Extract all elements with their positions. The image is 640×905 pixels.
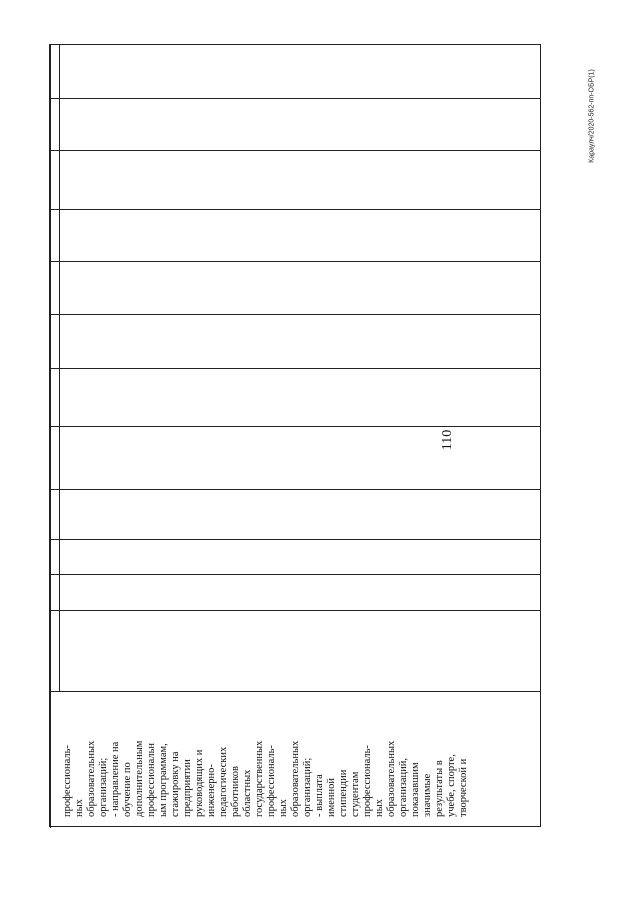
column-divider bbox=[59, 45, 60, 691]
cell-text-line: творческой и bbox=[458, 758, 469, 817]
cell-text-line: организаций, bbox=[398, 758, 409, 817]
row-divider bbox=[50, 539, 541, 540]
cell-text-line: ных bbox=[374, 799, 385, 817]
cell-text-line: образовательных bbox=[386, 740, 397, 817]
cell-text-line: организаций; bbox=[302, 757, 313, 817]
cell-text-line: дополнительным bbox=[134, 740, 145, 817]
cell-text-line: образовательных bbox=[86, 740, 97, 817]
cell-text-line: профессиональ- bbox=[266, 745, 277, 817]
row-divider bbox=[50, 209, 541, 210]
cell-text-line: профессиональ- bbox=[62, 745, 73, 817]
row-divider bbox=[50, 98, 541, 99]
cell-text-line: государственных bbox=[254, 740, 265, 817]
cell-text-line: стажировку на bbox=[170, 751, 181, 817]
cell-text-line: профессиональ- bbox=[362, 745, 373, 817]
cell-text-line: именной bbox=[326, 777, 337, 817]
cell-text-line: студентам bbox=[350, 771, 361, 817]
cell-text-line: профессиональн bbox=[146, 742, 157, 817]
row-divider bbox=[50, 261, 541, 262]
cell-text-line: - направление на bbox=[110, 741, 121, 817]
row-divider bbox=[50, 691, 541, 692]
row-divider bbox=[50, 368, 541, 369]
cell-text-line: областных bbox=[242, 769, 253, 817]
cell-text-line: значимые bbox=[422, 773, 433, 817]
cell-text-line: результаты в bbox=[434, 760, 445, 817]
row-divider bbox=[50, 489, 541, 490]
row-divider bbox=[50, 610, 541, 611]
column-divider bbox=[50, 45, 51, 828]
cell-text-line: образовательных bbox=[290, 740, 301, 817]
cell-text-line: предприятии bbox=[182, 759, 193, 817]
rotated-table bbox=[49, 44, 541, 827]
document-stamp: Караулч/2020-562-пп-ОБР(1) bbox=[588, 69, 596, 163]
row-divider bbox=[50, 314, 541, 315]
cell-text-line: обучение по bbox=[122, 762, 133, 817]
cell-text-line: педагогических bbox=[218, 746, 229, 817]
page-number: 110 bbox=[440, 429, 455, 451]
cell-text-line: показавшим bbox=[410, 762, 421, 817]
cell-text-line: учебе, спорте, bbox=[446, 754, 457, 817]
cell-text-line: стипендии bbox=[338, 769, 349, 817]
cell-text-line: работников bbox=[230, 766, 241, 817]
cell-text-line: - выплата bbox=[314, 774, 325, 817]
cell-text-line: ым программам, bbox=[158, 743, 169, 817]
cell-text-line: ных bbox=[74, 799, 85, 817]
row-divider bbox=[50, 150, 541, 151]
row-divider bbox=[50, 426, 541, 427]
cell-text-line: организаций; bbox=[98, 757, 109, 817]
cell-text-line: руководящих и bbox=[194, 749, 205, 817]
cell-text-line: ных bbox=[278, 799, 289, 817]
row-divider bbox=[50, 574, 541, 575]
cell-text-line: инженерно- bbox=[206, 764, 217, 817]
table-cell-text bbox=[62, 736, 469, 817]
